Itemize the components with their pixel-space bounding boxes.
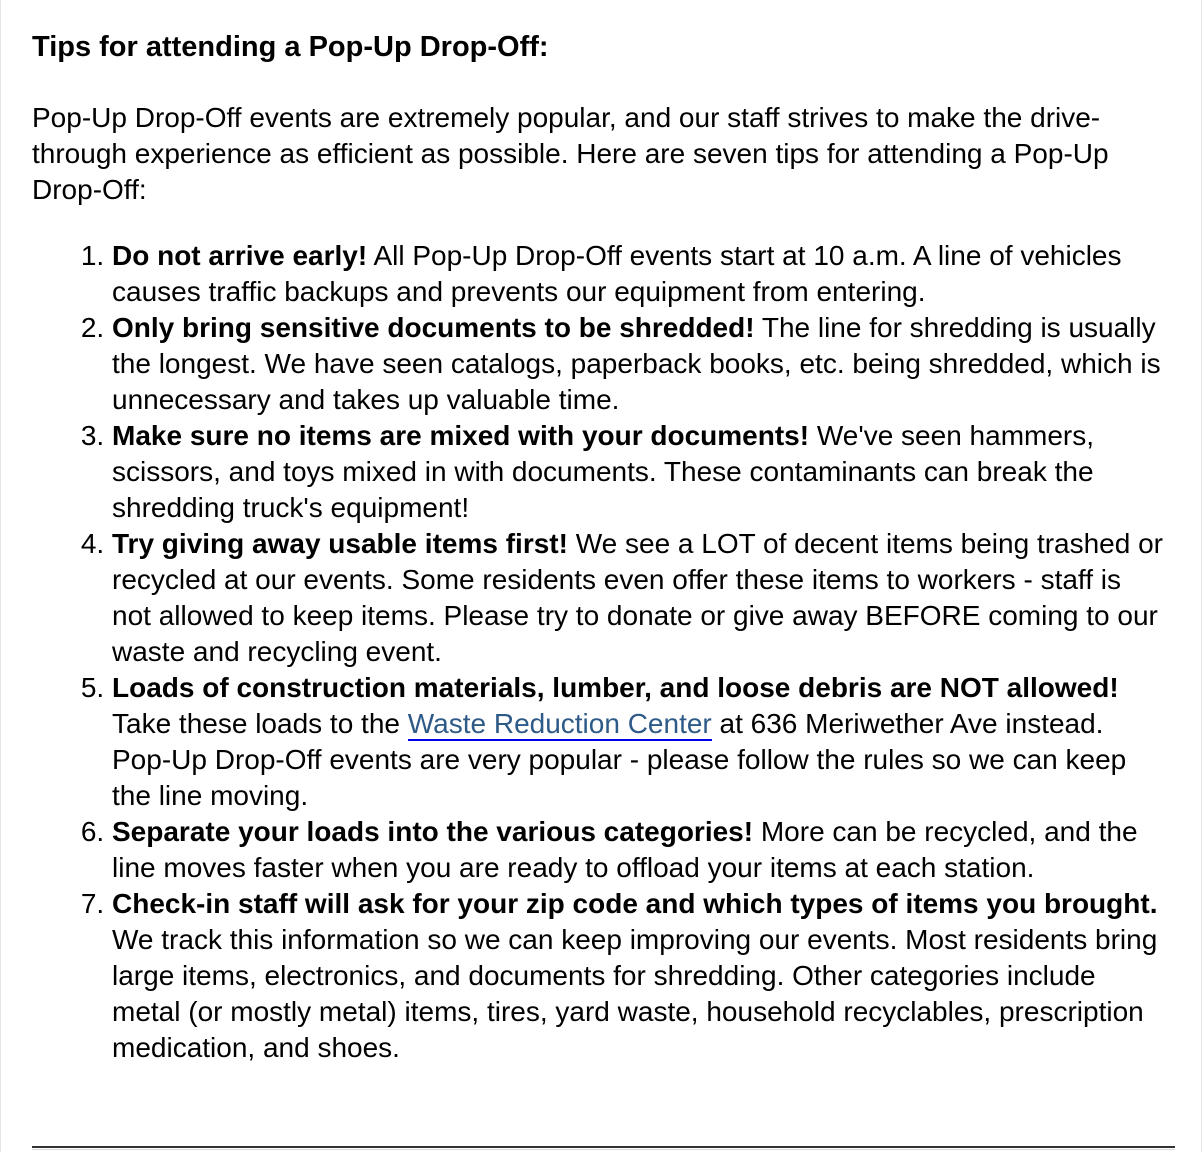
tip-title: Loads of construction materials, lumber, and loose debris are NOT allowed! [112, 672, 1119, 703]
tip-text: at 636 Meriwether Ave instead. Pop-Up Drop-Off events are very popular - please follow the rules so we can keep the line moving. [112, 708, 1127, 811]
tip-text: We see a LOT of decent items being trashed or recycled at our events. Some residents even offer these items to workers - staff is not allowed to keep items. Please try to donate or give away BEFORE coming to our waste and recycling event. [112, 528, 1164, 667]
intro-paragraph: Pop-Up Drop-Off events are extremely popular, and our staff strives to make the drive-through experience as efficient as possible. Here are seven tips for attending a Pop-Up Drop-Off: [32, 102, 1109, 205]
tip-title: Separate your loads into the various categories! [112, 816, 754, 847]
tip-item-4 [112, 526, 1164, 670]
tip-title: Make sure no items are mixed with your documents! [112, 420, 810, 451]
tip-text: The line for shredding is usually the longest. We have seen catalogs, paperback books, etc. being shredded, which is unnecessary and takes up valuable time. [112, 312, 1161, 415]
section-heading: Tips for attending a Pop-Up Drop-Off: [32, 31, 549, 63]
tip-text: Take these loads to the [112, 708, 408, 739]
tip-title: Do not arrive early! [112, 240, 368, 271]
tip-item-6 [112, 814, 1164, 886]
tip-item-7 [112, 886, 1164, 1066]
tip-title: Only bring sensitive documents to be shredded! [112, 312, 755, 343]
tips-list [32, 238, 1164, 1066]
tip-text: We track this information so we can keep improving our events. Most residents bring large items, electronics, and documents for shredding. Other categories include metal (or mostly metal) items, tires, yard waste, household recyclables, prescription medication, and shoes. [112, 924, 1158, 1063]
tip-item-3 [112, 418, 1164, 526]
tip-item-1 [112, 238, 1164, 310]
waste-reduction-center-link[interactable]: Waste Reduction Center [407, 708, 712, 739]
horizontal-divider [32, 1146, 1175, 1150]
tip-text: All Pop-Up Drop-Off events start at 10 a.m. A line of vehicles causes traffic backups and prevents our equipment from entering. [112, 240, 1122, 307]
tip-title: Check-in staff will ask for your zip code and which types of items you brought. [112, 888, 1158, 919]
tip-text: More can be recycled, and the line moves faster when you are ready to offload your items at each station. [112, 816, 1138, 883]
tip-item-5 [112, 670, 1164, 814]
tip-title: Try giving away usable items first! [112, 528, 568, 559]
tip-text: We've seen hammers, scissors, and toys mixed in with documents. These contaminants can break the shredding truck's equipment! [112, 420, 1095, 523]
tip-item-2 [112, 310, 1164, 418]
